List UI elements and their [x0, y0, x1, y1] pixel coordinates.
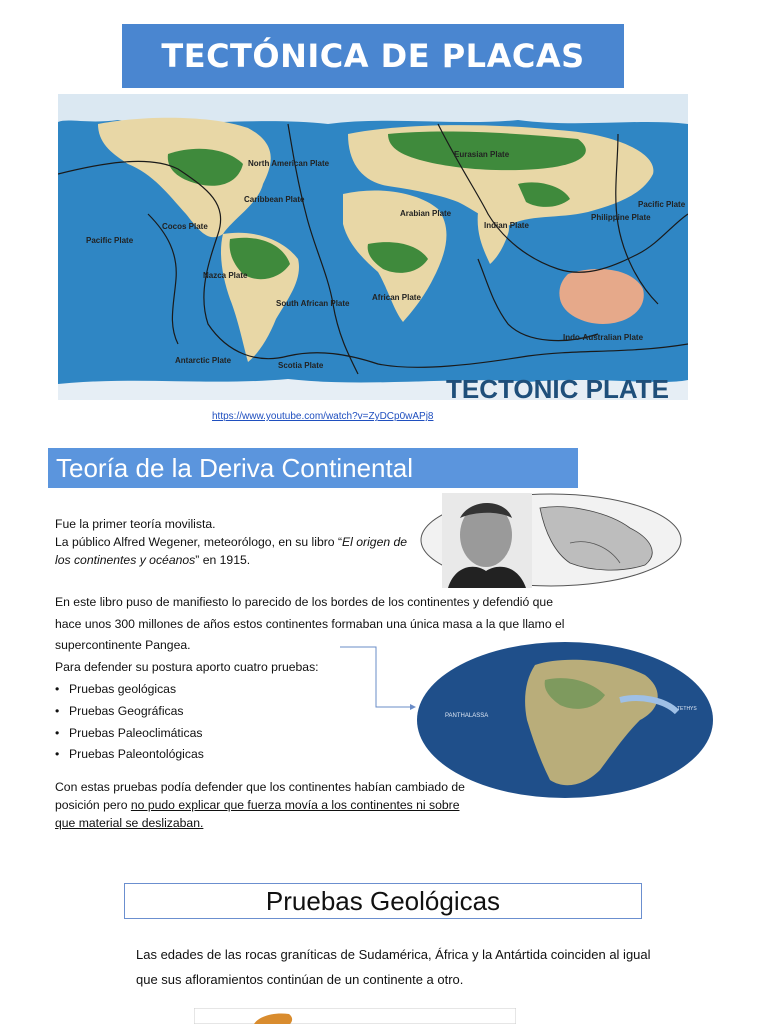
map-label: Indian Plate — [484, 221, 529, 230]
evidence-intro: Para defender su postura aporto cuatro pruebas: — [55, 659, 319, 674]
conclusion-paragraph — [55, 778, 475, 832]
conclusion-text: Con estas pruebas podía defender que los continentes habían cambiado de posición pero — [55, 780, 465, 812]
map-label: North American Plate — [248, 159, 330, 168]
list-item: • Pruebas Paleoclimáticas — [55, 725, 203, 740]
intro-text-b: ” en 1915. — [195, 553, 251, 567]
list-item: • Pruebas Geográficas — [55, 703, 184, 718]
map-label: Scotia Plate — [278, 361, 324, 370]
map-label: Antarctic Plate — [175, 356, 232, 365]
map-label: Pacific Plate — [638, 200, 686, 209]
page-title: TECTÓNICA DE PLACAS — [122, 24, 624, 88]
map-label: South African Plate — [276, 299, 350, 308]
map-label: Philippine Plate — [591, 213, 651, 222]
youtube-link[interactable]: https://www.youtube.com/watch?v=ZyDCp0wAPj8 — [212, 411, 434, 422]
map-label: Arabian Plate — [400, 209, 452, 218]
list-item: • Pruebas geológicas — [55, 682, 177, 696]
pangea-label: PANTHALASSA — [445, 713, 489, 719]
intro-paragraph — [55, 515, 415, 569]
section-title-geologicas: Pruebas Geológicas — [124, 883, 642, 919]
intro-line-1: Fue la primer teoría movilista. — [55, 517, 216, 531]
pangea-label: TETHYS — [677, 706, 697, 712]
map-label: Pacific Plate — [86, 236, 134, 245]
tectonic-plates-map — [58, 94, 688, 400]
wegener-portrait-map — [420, 493, 682, 588]
map-label: Eurasian Plate — [454, 150, 510, 159]
map-label: Cocos Plate — [162, 222, 208, 231]
list-item: • Pruebas Paleontológicas — [55, 747, 204, 762]
map-label: African Plate — [372, 293, 421, 302]
map-label: Nazca Plate — [203, 271, 248, 280]
connector-arrow — [340, 644, 420, 714]
conclusion-underlined: no pudo explicar que fuerza movía a los continentes ni sobre que material se deslizaban. — [55, 798, 460, 830]
intro-line-2 — [55, 533, 415, 569]
pangea-paragraph: En este libro puso de manifiesto lo parecido de los bordes de los continentes y defendió que hace unos 300 millones de años estos continentes formaban una única masa a la que llamo el supercontinente Pangea. — [55, 595, 565, 652]
geologicas-paragraph: Las edades de las rocas graníticas de Sudamérica, África y la Antártida coinciden al igual que sus afloramientos continúan de un continente a otro. — [136, 947, 651, 987]
section-title-deriva: Teoría de la Deriva Continental — [48, 448, 578, 488]
pangea-map — [415, 640, 715, 800]
map-label: Caribbean Plate — [244, 195, 305, 204]
map-label: Indo-Australian Plate — [563, 333, 644, 342]
map-watermark: TECTONIC PLATE — [446, 374, 669, 400]
book-title: El origen de los continentes y océanos — [55, 535, 408, 567]
intro-text-a: La público Alfred Wegener, meteorólogo, en su libro “ — [55, 535, 343, 549]
continent-figure — [194, 1008, 516, 1024]
evidence-list — [55, 679, 204, 766]
